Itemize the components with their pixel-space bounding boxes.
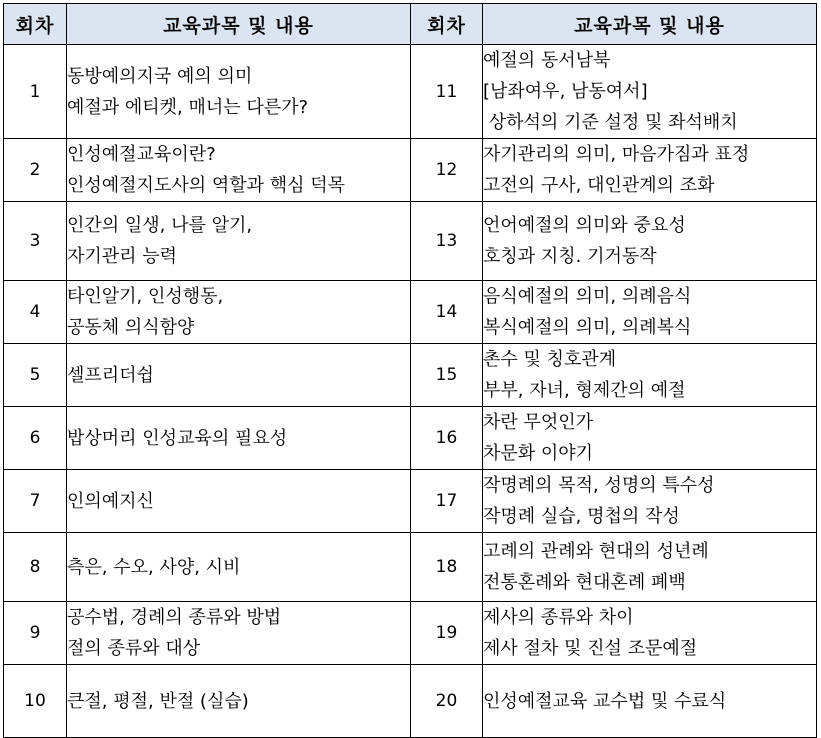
content-line: 자기관리 능력 bbox=[67, 246, 178, 267]
header-content-right: 교육과목 및 내용 bbox=[483, 4, 817, 45]
session-number: 8 bbox=[4, 533, 67, 602]
content-line: 언어예절의 의미와 중요성 bbox=[483, 215, 686, 236]
session-number: 11 bbox=[411, 45, 483, 139]
content-line: 밥상머리 인성교육의 필요성 bbox=[67, 427, 288, 449]
content-line: 예절의 동서남북 bbox=[483, 50, 611, 71]
content-line: 인성예절교육이란? bbox=[67, 144, 216, 165]
content-line: 차문화 이야기 bbox=[483, 443, 594, 464]
table-row bbox=[4, 139, 817, 202]
session-content bbox=[67, 45, 411, 139]
content-line: 공수법, 경례의 종류와 방법 bbox=[67, 607, 282, 628]
table-row bbox=[4, 602, 817, 665]
table-row bbox=[4, 45, 817, 139]
content-line: 절의 종류와 대상 bbox=[67, 638, 201, 659]
content-line: 고례의 관례와 현대의 성년례 bbox=[483, 541, 709, 562]
content-line: 제사의 종류와 차이 bbox=[483, 607, 634, 628]
content-line: 작명례의 목적, 성명의 특수성 bbox=[483, 475, 715, 496]
session-content bbox=[67, 533, 411, 602]
session-number: 1 bbox=[4, 45, 67, 139]
session-content bbox=[67, 139, 411, 202]
session-content bbox=[67, 281, 411, 344]
session-number: 7 bbox=[4, 470, 67, 533]
content-line: 측은, 수오, 사양, 시비 bbox=[67, 556, 241, 578]
session-content bbox=[483, 45, 817, 139]
content-line: 자기관리의 의미, 마음가짐과 표정 bbox=[483, 144, 750, 165]
session-number: 13 bbox=[411, 202, 483, 281]
content-line: 인성예절지도사의 역할과 핵심 덕목 bbox=[67, 175, 345, 196]
content-line: 차란 무엇인가 bbox=[483, 412, 594, 433]
content-line: 촌수 및 칭호관계 bbox=[483, 349, 617, 370]
content-line: 인성예절교육 교수법 및 수료식 bbox=[483, 690, 727, 712]
session-number: 10 bbox=[4, 665, 67, 738]
content-line: 전통혼례와 현대혼례 폐백 bbox=[483, 572, 686, 593]
session-number: 15 bbox=[411, 344, 483, 407]
content-line: 작명례 실습, 명첩의 작성 bbox=[483, 506, 680, 527]
session-content bbox=[67, 602, 411, 665]
session-number: 20 bbox=[411, 665, 483, 738]
session-content bbox=[483, 139, 817, 202]
session-content bbox=[67, 470, 411, 533]
content-line: 큰절, 평절, 반절 (실습) bbox=[67, 690, 249, 712]
content-line: 부부, 자녀, 형제간의 예절 bbox=[483, 380, 686, 401]
session-content bbox=[483, 470, 817, 533]
session-number: 16 bbox=[411, 407, 483, 470]
content-line: 상하석의 기준 설정 및 좌석배치 bbox=[483, 112, 738, 133]
content-line: 고전의 구사, 대인관계의 조화 bbox=[483, 175, 715, 196]
session-number: 5 bbox=[4, 344, 67, 407]
session-number: 3 bbox=[4, 202, 67, 281]
table-body bbox=[4, 45, 817, 738]
table-row bbox=[4, 407, 817, 470]
content-line: 제사 절차 및 진설 조문예절 bbox=[483, 638, 698, 659]
curriculum-table bbox=[3, 3, 817, 738]
session-number: 9 bbox=[4, 602, 67, 665]
table-row bbox=[4, 470, 817, 533]
content-line: 호칭과 지칭. 기거동작 bbox=[483, 246, 657, 267]
table-row bbox=[4, 281, 817, 344]
session-number: 19 bbox=[411, 602, 483, 665]
session-content bbox=[483, 533, 817, 602]
content-line: [남좌여우, 남동여서] bbox=[483, 81, 648, 102]
header-session-right: 회차 bbox=[411, 4, 483, 45]
session-content bbox=[483, 407, 817, 470]
content-line: 복식예절의 의미, 의례복식 bbox=[483, 317, 692, 338]
session-content bbox=[483, 602, 817, 665]
session-number: 6 bbox=[4, 407, 67, 470]
content-line: 동방예의지국 예의 의미 bbox=[67, 65, 253, 87]
content-line: 음식예절의 의미, 의례음식 bbox=[483, 286, 692, 307]
header-session-left: 회차 bbox=[4, 4, 67, 45]
session-number: 2 bbox=[4, 139, 67, 202]
session-number: 17 bbox=[411, 470, 483, 533]
content-line: 인간의 일생, 나를 알기, bbox=[67, 215, 253, 236]
session-number: 4 bbox=[4, 281, 67, 344]
session-content bbox=[67, 344, 411, 407]
session-content bbox=[67, 202, 411, 281]
content-line: 인의예지신 bbox=[67, 490, 154, 512]
session-number: 12 bbox=[411, 139, 483, 202]
session-content bbox=[483, 281, 817, 344]
content-line: 예절과 에티켓, 매너는 다른가? bbox=[67, 96, 309, 118]
content-line: 셀프리더쉽 bbox=[67, 364, 154, 386]
header-row bbox=[4, 4, 817, 45]
session-number: 14 bbox=[411, 281, 483, 344]
table-row bbox=[4, 344, 817, 407]
content-line: 타인알기, 인성행동, bbox=[67, 286, 224, 307]
header-content-left: 교육과목 및 내용 bbox=[67, 4, 411, 45]
table-row bbox=[4, 533, 817, 602]
session-content bbox=[483, 202, 817, 281]
table-row bbox=[4, 202, 817, 281]
session-content bbox=[67, 407, 411, 470]
session-content bbox=[483, 344, 817, 407]
session-number: 18 bbox=[411, 533, 483, 602]
content-line: 공동체 의식함양 bbox=[67, 317, 195, 338]
